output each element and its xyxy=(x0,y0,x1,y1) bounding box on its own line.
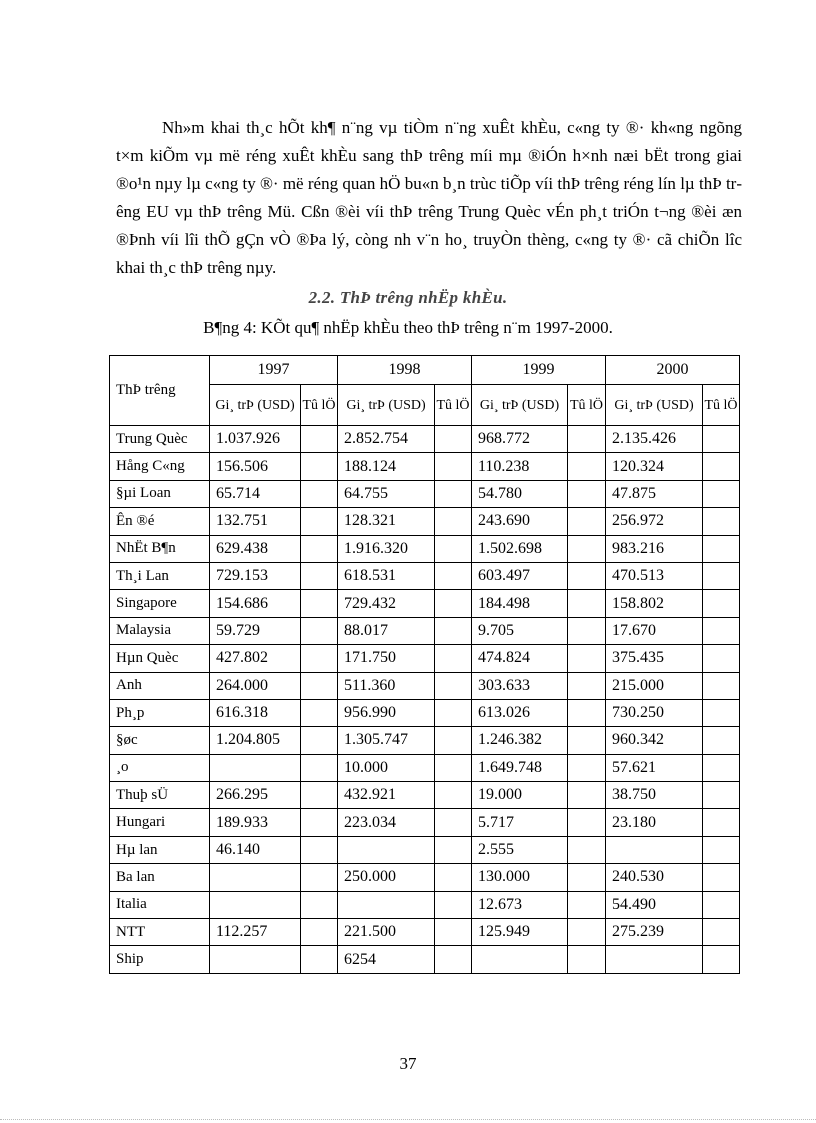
ratio-cell xyxy=(301,946,338,973)
value-cell: 112.257 xyxy=(210,919,301,946)
market-cell: ¸o xyxy=(110,754,210,781)
value-cell xyxy=(606,836,703,863)
ratio-cell xyxy=(301,919,338,946)
market-cell: Ên ®é xyxy=(110,508,210,535)
ratio-cell xyxy=(568,809,606,836)
ratio-header: Tû lÖ xyxy=(568,385,606,426)
ratio-cell xyxy=(703,590,740,617)
page-number: 37 xyxy=(399,1054,417,1073)
ratio-cell xyxy=(703,453,740,480)
value-cell: 427.802 xyxy=(210,645,301,672)
value-cell xyxy=(210,946,301,973)
ratio-header: Tû lÖ xyxy=(301,385,338,426)
value-cell xyxy=(338,891,435,918)
ratio-cell xyxy=(568,891,606,918)
para-line: thÞ trêng réng lín lµ thÞ trêng EU vµ thÞ trêng Mü. Cßn ®èi víi thÞ trêng xyxy=(116,174,742,221)
table-row xyxy=(110,590,740,617)
ratio-cell xyxy=(301,727,338,754)
value-cell: 54.780 xyxy=(472,480,568,507)
ratio-cell xyxy=(435,535,472,562)
value-cell: 474.824 xyxy=(472,645,568,672)
ratio-cell xyxy=(703,836,740,863)
market-cell: Trung Quèc xyxy=(110,426,210,453)
table-row xyxy=(110,645,740,672)
value-cell: 243.690 xyxy=(472,508,568,535)
value-cell: 189.933 xyxy=(210,809,301,836)
market-cell: Italia xyxy=(110,891,210,918)
table-row xyxy=(110,809,740,836)
table-row xyxy=(110,699,740,726)
value-cell: 158.802 xyxy=(606,590,703,617)
year-header: 2000 xyxy=(606,356,740,385)
table-row xyxy=(110,919,740,946)
value-cell: 960.342 xyxy=(606,727,703,754)
ratio-header: Tû lÖ xyxy=(703,385,740,426)
table-row xyxy=(110,508,740,535)
ratio-cell xyxy=(301,535,338,562)
value-cell: 215.000 xyxy=(606,672,703,699)
para-line: nh v¨n ho¸ truyÒn thèng, c«ng ty ®· cã chiÕn lîc khai th¸c thÞ trêng nµy. xyxy=(116,230,743,277)
value-cell: 470.513 xyxy=(606,562,703,589)
ratio-cell xyxy=(301,562,338,589)
ratio-cell xyxy=(301,699,338,726)
ratio-cell xyxy=(568,535,606,562)
market-cell: Malaysia xyxy=(110,617,210,644)
ratio-cell xyxy=(568,727,606,754)
ratio-cell xyxy=(703,480,740,507)
value-cell: 730.250 xyxy=(606,699,703,726)
market-cell: Singapore xyxy=(110,590,210,617)
value-cell: 2.852.754 xyxy=(338,426,435,453)
market-cell: Hµn Quèc xyxy=(110,645,210,672)
ratio-cell xyxy=(568,590,606,617)
year-header: 1998 xyxy=(338,356,472,385)
ratio-cell xyxy=(435,891,472,918)
value-cell: 5.717 xyxy=(472,809,568,836)
value-cell: 9.705 xyxy=(472,617,568,644)
market-cell: §øc xyxy=(110,727,210,754)
ratio-cell xyxy=(568,782,606,809)
market-cell: NhËt B¶n xyxy=(110,535,210,562)
value-cell: 511.360 xyxy=(338,672,435,699)
year-header: 1997 xyxy=(210,356,338,385)
ratio-cell xyxy=(435,426,472,453)
ratio-cell xyxy=(568,453,606,480)
ratio-cell xyxy=(568,562,606,589)
ratio-cell xyxy=(435,727,472,754)
ratio-cell xyxy=(568,508,606,535)
table-row xyxy=(110,617,740,644)
ratio-cell xyxy=(568,946,606,973)
ratio-cell xyxy=(301,508,338,535)
ratio-cell xyxy=(703,946,740,973)
ratio-cell xyxy=(703,426,740,453)
page-bottom-rule xyxy=(0,1119,816,1120)
value-cell xyxy=(210,891,301,918)
ratio-cell xyxy=(435,782,472,809)
ratio-cell xyxy=(703,562,740,589)
table-row xyxy=(110,562,740,589)
ratio-cell xyxy=(568,754,606,781)
table-row xyxy=(110,535,740,562)
ratio-cell xyxy=(435,617,472,644)
ratio-cell xyxy=(568,617,606,644)
value-cell: 1.305.747 xyxy=(338,727,435,754)
ratio-cell xyxy=(301,864,338,891)
table-row xyxy=(110,480,740,507)
value-cell: 38.750 xyxy=(606,782,703,809)
value-cell: 375.435 xyxy=(606,645,703,672)
value-cell: 1.916.320 xyxy=(338,535,435,562)
ratio-cell xyxy=(301,809,338,836)
value-cell: 1.037.926 xyxy=(210,426,301,453)
value-cell: 132.751 xyxy=(210,508,301,535)
value-cell: 956.990 xyxy=(338,699,435,726)
ratio-cell xyxy=(301,782,338,809)
ratio-cell xyxy=(435,836,472,863)
value-cell: 303.633 xyxy=(472,672,568,699)
ratio-cell xyxy=(703,535,740,562)
market-cell: Hµ lan xyxy=(110,836,210,863)
market-cell: NTT xyxy=(110,919,210,946)
ratio-cell xyxy=(703,919,740,946)
market-cell: Ph¸p xyxy=(110,699,210,726)
value-header: Gi¸ trÞ (USD) xyxy=(472,385,568,426)
ratio-cell xyxy=(435,754,472,781)
value-cell: 23.180 xyxy=(606,809,703,836)
para-line: ngõng t×m kiÕm vµ më réng xuÊt khÈu sang thÞ trêng míi mµ ®iÓn h×nh næi xyxy=(116,118,742,165)
ratio-cell xyxy=(435,946,472,973)
value-cell: 156.506 xyxy=(210,453,301,480)
value-cell: 10.000 xyxy=(338,754,435,781)
value-header: Gi¸ trÞ (USD) xyxy=(210,385,301,426)
ratio-cell xyxy=(568,864,606,891)
ratio-cell xyxy=(568,672,606,699)
ratio-cell xyxy=(568,645,606,672)
table-row xyxy=(110,946,740,973)
ratio-cell xyxy=(435,590,472,617)
ratio-cell xyxy=(301,617,338,644)
import-market-table xyxy=(109,355,740,974)
table-row xyxy=(110,453,740,480)
value-cell: 64.755 xyxy=(338,480,435,507)
value-cell: 171.750 xyxy=(338,645,435,672)
table-row xyxy=(110,891,740,918)
value-cell: 47.875 xyxy=(606,480,703,507)
value-cell: 256.972 xyxy=(606,508,703,535)
ratio-cell xyxy=(435,453,472,480)
market-cell: Hång C«ng xyxy=(110,453,210,480)
ratio-cell xyxy=(435,645,472,672)
table-row xyxy=(110,426,740,453)
value-cell: 110.238 xyxy=(472,453,568,480)
value-cell: 221.500 xyxy=(338,919,435,946)
ratio-cell xyxy=(435,508,472,535)
value-cell: 616.318 xyxy=(210,699,301,726)
ratio-cell xyxy=(435,699,472,726)
para-line: Nh»m khai th¸c hÕt kh¶ n¨ng vµ tiÒm n¨ng xuÊt khÈu, c«ng ty ®· kh«ng xyxy=(162,118,694,137)
ratio-cell xyxy=(568,836,606,863)
value-cell: 184.498 xyxy=(472,590,568,617)
value-cell: 59.729 xyxy=(210,617,301,644)
value-cell: 65.714 xyxy=(210,480,301,507)
value-cell: 125.949 xyxy=(472,919,568,946)
ratio-cell xyxy=(703,672,740,699)
ratio-cell xyxy=(435,562,472,589)
para-line: Trung Quèc vÉn ph¸t triÓn t¬ng ®èi æn ®Þnh víi lîi thÕ gÇn vÒ ®Þa lý, còng xyxy=(116,202,742,249)
ratio-cell xyxy=(301,453,338,480)
value-cell: 6254 xyxy=(338,946,435,973)
value-cell xyxy=(210,754,301,781)
value-cell xyxy=(338,836,435,863)
value-cell: 1.204.805 xyxy=(210,727,301,754)
market-cell: Thuþ sÜ xyxy=(110,782,210,809)
ratio-cell xyxy=(568,919,606,946)
value-cell xyxy=(210,864,301,891)
ratio-cell xyxy=(703,754,740,781)
value-cell: 968.772 xyxy=(472,426,568,453)
para-line: bËt trong giai ®o¹n nµy lµ c«ng ty ®· më réng quan hÖ bu«n b¸n trùc tiÕp víi xyxy=(116,146,743,193)
table-row xyxy=(110,836,740,863)
ratio-cell xyxy=(703,699,740,726)
ratio-cell xyxy=(301,836,338,863)
value-cell: 613.026 xyxy=(472,699,568,726)
table-row xyxy=(110,782,740,809)
value-cell: 2.135.426 xyxy=(606,426,703,453)
value-cell xyxy=(472,946,568,973)
ratio-cell xyxy=(301,891,338,918)
value-cell: 250.000 xyxy=(338,864,435,891)
value-cell: 275.239 xyxy=(606,919,703,946)
value-cell: 1.246.382 xyxy=(472,727,568,754)
value-cell: 54.490 xyxy=(606,891,703,918)
table-row xyxy=(110,754,740,781)
value-cell: 264.000 xyxy=(210,672,301,699)
value-cell: 130.000 xyxy=(472,864,568,891)
value-header: Gi¸ trÞ (USD) xyxy=(338,385,435,426)
value-cell: 1.502.698 xyxy=(472,535,568,562)
value-cell: 57.621 xyxy=(606,754,703,781)
ratio-cell xyxy=(435,864,472,891)
market-cell: Hungari xyxy=(110,809,210,836)
market-cell: Anh xyxy=(110,672,210,699)
ratio-cell xyxy=(703,782,740,809)
value-cell: 88.017 xyxy=(338,617,435,644)
value-cell: 618.531 xyxy=(338,562,435,589)
value-cell: 128.321 xyxy=(338,508,435,535)
value-cell xyxy=(606,946,703,973)
ratio-cell xyxy=(301,590,338,617)
value-cell: 2.555 xyxy=(472,836,568,863)
value-cell: 17.670 xyxy=(606,617,703,644)
ratio-cell xyxy=(301,645,338,672)
ratio-cell xyxy=(568,480,606,507)
table-caption: B¶ng 4: KÕt qu¶ nhËp khÈu theo thÞ trêng n¨m 1997-2000. xyxy=(203,318,613,337)
value-cell: 154.686 xyxy=(210,590,301,617)
value-cell: 120.324 xyxy=(606,453,703,480)
table-row xyxy=(110,864,740,891)
market-cell: Th¸i Lan xyxy=(110,562,210,589)
market-cell: §µi Loan xyxy=(110,480,210,507)
ratio-cell xyxy=(703,617,740,644)
value-cell: 240.530 xyxy=(606,864,703,891)
ratio-cell xyxy=(568,699,606,726)
value-cell: 188.124 xyxy=(338,453,435,480)
value-cell: 432.921 xyxy=(338,782,435,809)
value-cell: 729.432 xyxy=(338,590,435,617)
market-cell: Ba lan xyxy=(110,864,210,891)
value-cell: 266.295 xyxy=(210,782,301,809)
ratio-cell xyxy=(568,426,606,453)
ratio-cell xyxy=(703,727,740,754)
section-title: 2.2. ThÞ trêng nhËp khÈu. xyxy=(308,288,508,307)
ratio-cell xyxy=(301,754,338,781)
ratio-cell xyxy=(435,809,472,836)
value-cell: 629.438 xyxy=(210,535,301,562)
year-header: 1999 xyxy=(472,356,606,385)
value-cell: 12.673 xyxy=(472,891,568,918)
value-cell: 729.153 xyxy=(210,562,301,589)
market-cell: Ship xyxy=(110,946,210,973)
value-cell: 603.497 xyxy=(472,562,568,589)
value-cell: 46.140 xyxy=(210,836,301,863)
ratio-cell xyxy=(301,672,338,699)
value-cell: 983.216 xyxy=(606,535,703,562)
ratio-cell xyxy=(301,480,338,507)
ratio-cell xyxy=(703,508,740,535)
table-row xyxy=(110,727,740,754)
ratio-cell xyxy=(703,891,740,918)
table-row xyxy=(110,672,740,699)
ratio-cell xyxy=(435,672,472,699)
ratio-cell xyxy=(301,426,338,453)
ratio-cell xyxy=(703,864,740,891)
value-cell: 1.649.748 xyxy=(472,754,568,781)
ratio-cell xyxy=(703,809,740,836)
value-cell: 19.000 xyxy=(472,782,568,809)
ratio-cell xyxy=(435,480,472,507)
market-header: ThÞ trêng xyxy=(110,356,210,426)
intro-paragraph xyxy=(116,114,742,282)
ratio-cell xyxy=(703,645,740,672)
ratio-header: Tû lÖ xyxy=(435,385,472,426)
value-cell: 223.034 xyxy=(338,809,435,836)
value-header: Gi¸ trÞ (USD) xyxy=(606,385,703,426)
ratio-cell xyxy=(435,919,472,946)
